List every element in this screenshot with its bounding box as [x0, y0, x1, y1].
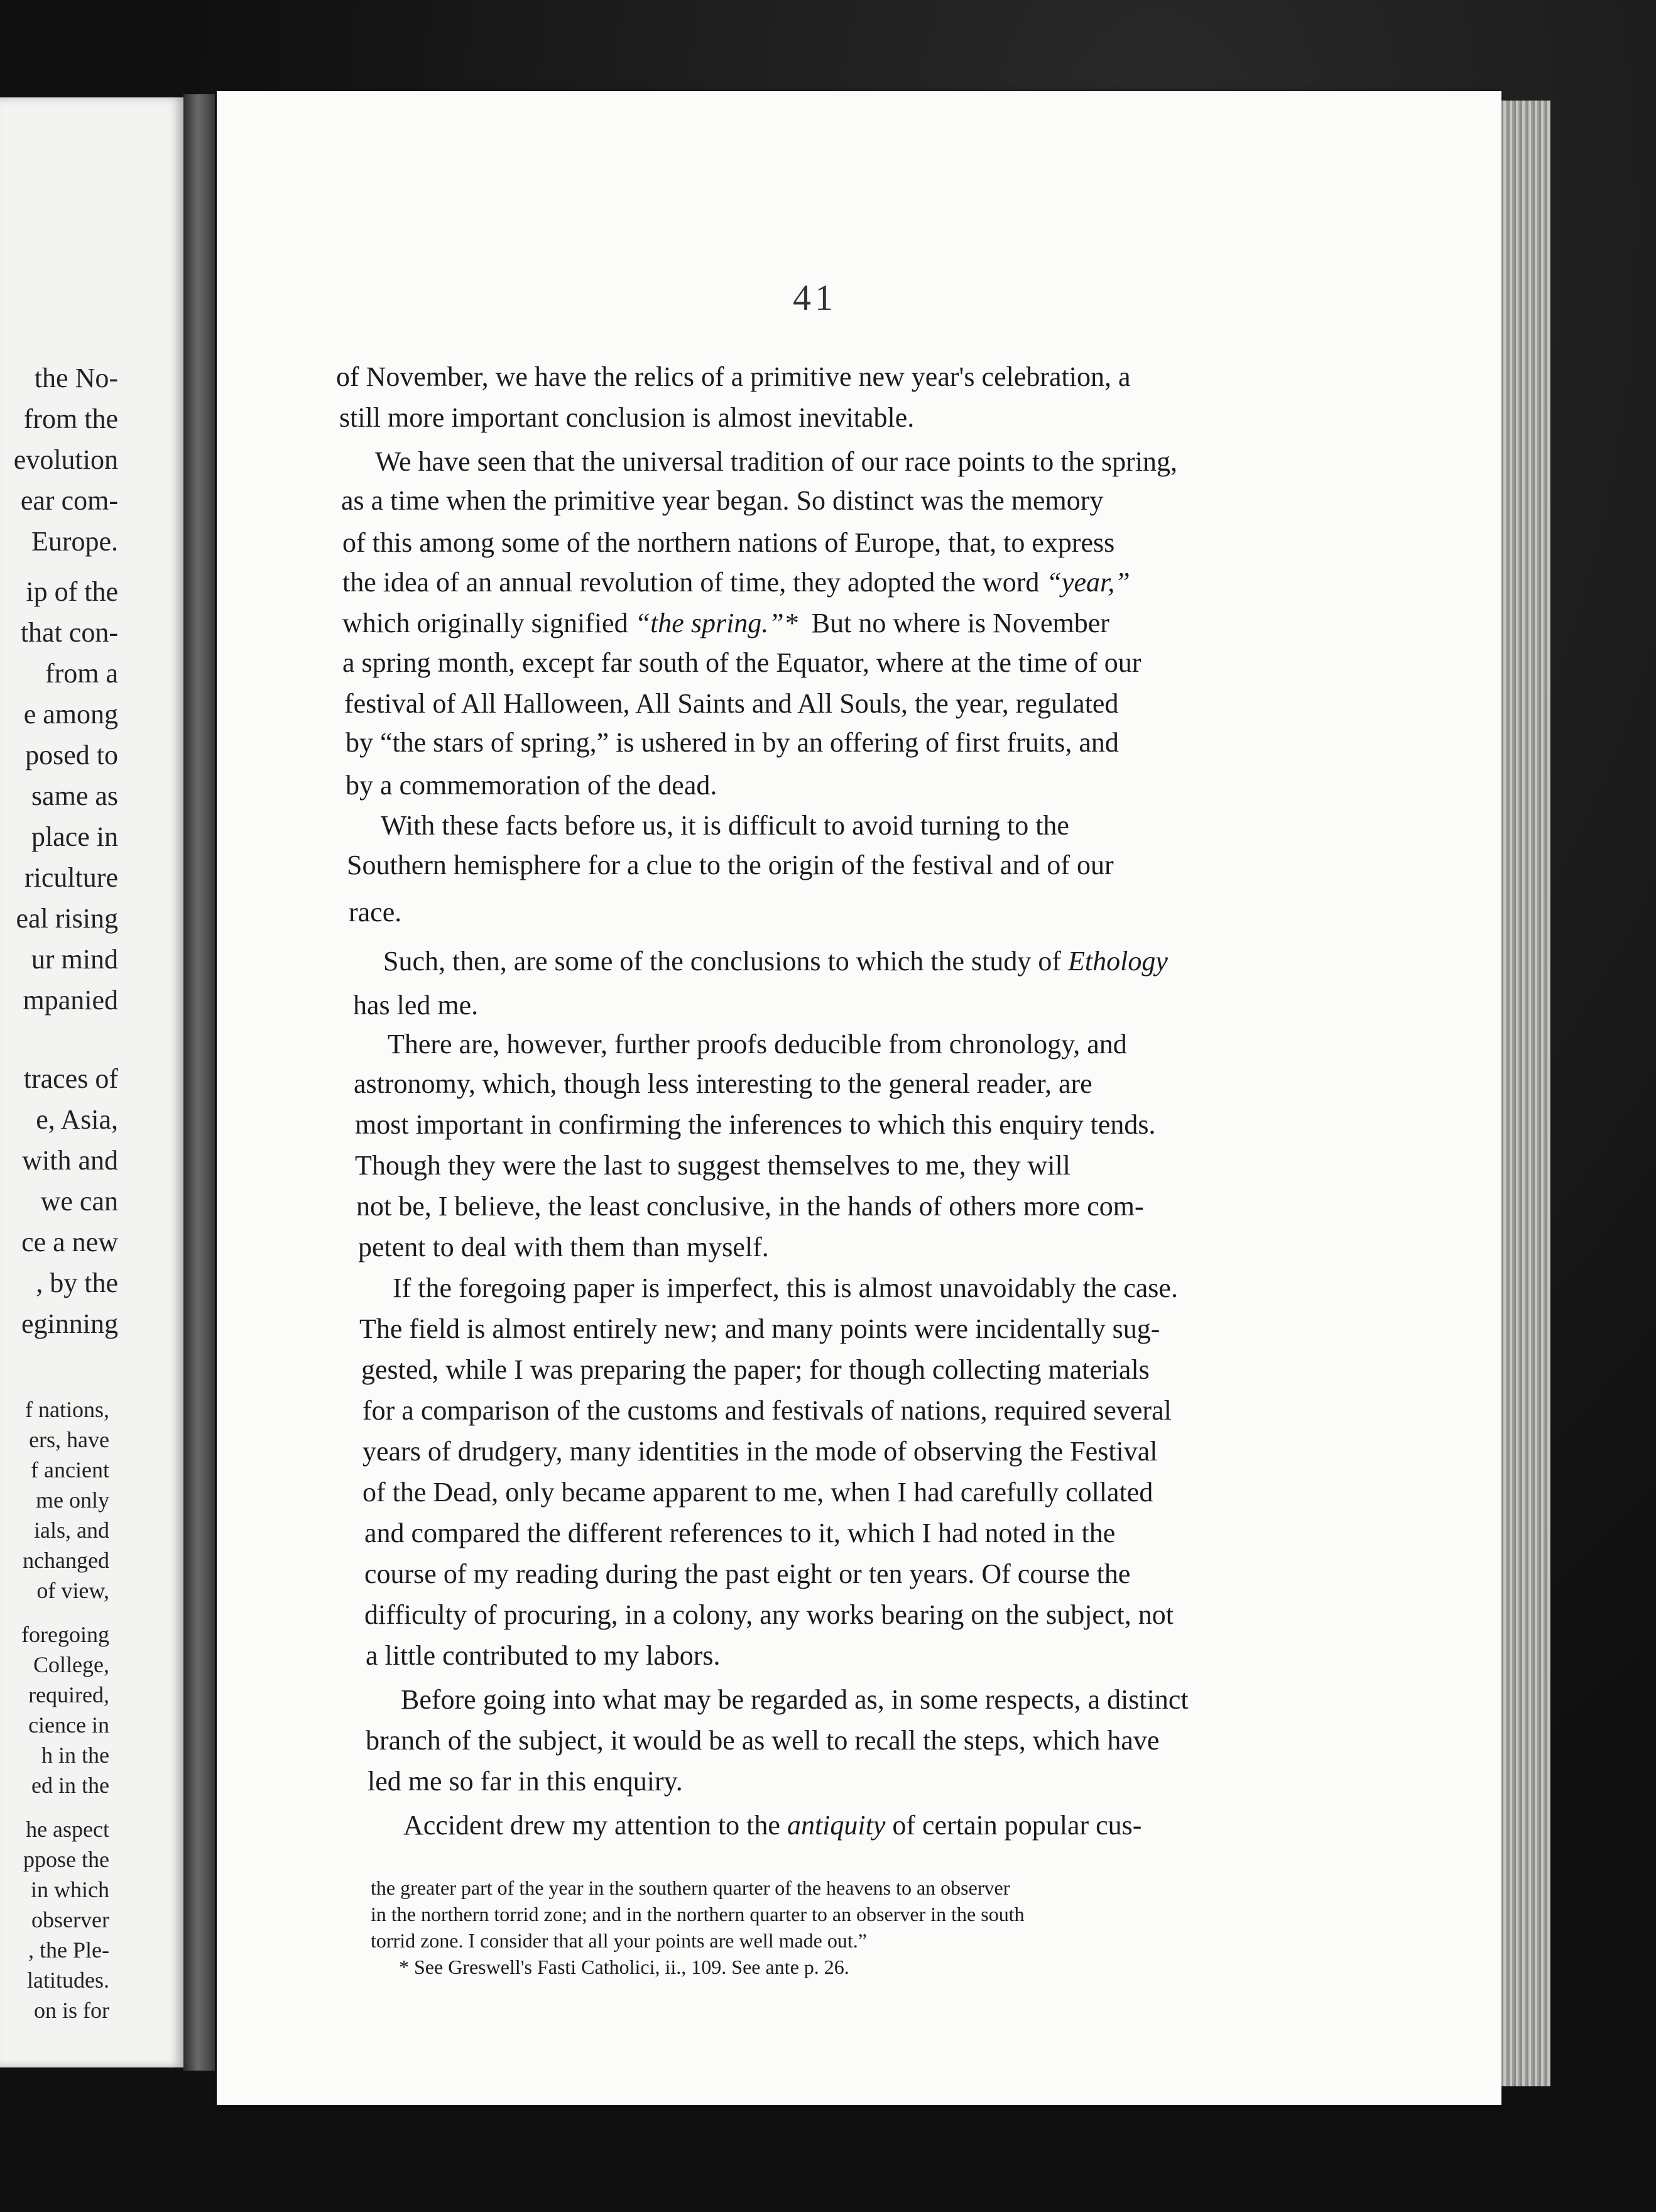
- left-page-line: place in: [31, 821, 118, 852]
- left-page-line: we can: [40, 1186, 118, 1217]
- footnote-line: torrid zone. I consider that all your points are well made out.”: [371, 1929, 867, 1952]
- text-line: a little contributed to my labors.: [366, 1640, 721, 1671]
- left-page-footnote-line: on is for: [34, 1998, 109, 2023]
- text-line: not be, I believe, the least conclusive, in the hands of others more com-: [356, 1191, 1144, 1222]
- text-span: the idea of an annual revolution of time, they adopted the word: [342, 567, 1040, 598]
- text-line: of the Dead, only became apparent to me, when I had carefully collated: [362, 1477, 1153, 1508]
- left-page-line: , by the: [36, 1268, 118, 1298]
- text-line: has led me.: [353, 990, 479, 1021]
- italic-phrase: “the spring.”*: [635, 608, 798, 638]
- left-page-footnote-line: latitudes.: [27, 1968, 109, 1993]
- text-line: [383, 948, 1168, 975]
- left-page-line: the No-: [34, 363, 118, 393]
- left-page-line: same as: [31, 780, 118, 811]
- text-line: by “the stars of spring,” is ushered in by an offering of first fruits, and: [346, 727, 1119, 758]
- left-page-footnote-line: ials, and: [34, 1518, 109, 1543]
- text-span: Such, then, are some of the conclusions to which the study of: [383, 946, 1062, 977]
- left-page-footnote-line: , the Ple-: [28, 1937, 109, 1963]
- left-page-footnote-line: ers, have: [29, 1427, 109, 1452]
- text-line: led me so far in this enquiry.: [368, 1766, 683, 1797]
- text-line: race.: [349, 897, 402, 928]
- left-page-line: mpanied: [23, 985, 118, 1016]
- left-page-footnote-line: f nations,: [25, 1397, 109, 1422]
- left-page-line: with and: [22, 1145, 118, 1176]
- text-line: Southern hemisphere for a clue to the origin of the festival and of our: [347, 850, 1114, 880]
- text-line: course of my reading during the past eight or ten years. Of course the: [364, 1558, 1131, 1589]
- text-line: festival of All Halloween, All Saints and All Souls, the year, regulated: [344, 688, 1119, 719]
- text-line: We have seen that the universal tradition of our race points to the spring,: [375, 446, 1177, 477]
- text-line: [403, 1812, 1141, 1839]
- left-page-footnote-line: f ancient: [31, 1457, 109, 1482]
- italic-word: Ethology: [1068, 946, 1168, 977]
- left-page-line: eginning: [21, 1308, 118, 1339]
- left-page-line: that con-: [20, 617, 118, 648]
- text-line: for a comparison of the customs and festivals of nations, required several: [362, 1395, 1172, 1426]
- text-line: The field is almost entirely new; and many points were incidentally sug-: [359, 1313, 1160, 1344]
- text-line: as a time when the primitive year began. So distinct was the memory: [341, 485, 1104, 516]
- text-line: Before going into what may be regarded as, in some respects, a distinct: [401, 1684, 1189, 1715]
- left-page-footnote-line: observer: [31, 1907, 109, 1932]
- left-page-footnote-line: required,: [28, 1682, 109, 1707]
- left-page-footnote-line: in which: [31, 1877, 109, 1902]
- book-gutter: [183, 94, 215, 2071]
- left-page-footnote-line: cience in: [28, 1712, 109, 1738]
- text-span: which originally signified: [342, 608, 628, 638]
- italic-word: “year,”: [1046, 567, 1130, 598]
- left-page-line: traces of: [23, 1063, 118, 1094]
- italic-word: antiquity: [787, 1810, 886, 1841]
- text-line: years of drudgery, many identities in the mode of observing the Festival: [362, 1436, 1158, 1467]
- left-page-footnote-line: ed in the: [31, 1773, 109, 1798]
- left-page-line: ip of the: [26, 576, 118, 607]
- footnote-line: * See Greswell's Fasti Catholici, ii., 109. See ante p. 26.: [399, 1956, 849, 1978]
- left-page-line: Europe.: [31, 526, 118, 557]
- text-line: [342, 610, 1109, 637]
- text-line: Though they were the last to suggest themselves to me, they will: [355, 1150, 1070, 1181]
- text-span: Accident drew my attention to the: [403, 1810, 780, 1841]
- page-edges: [1501, 101, 1550, 2086]
- text-span: of certain popular cus-: [892, 1810, 1142, 1841]
- text-line: difficulty of procuring, in a colony, any works bearing on the subject, not: [364, 1599, 1174, 1630]
- text-line: astronomy, which, though less interesting to the general reader, are: [354, 1068, 1092, 1099]
- left-page-line: riculture: [24, 862, 118, 893]
- left-page-footnote-line: foregoing: [21, 1622, 109, 1647]
- left-page-line: ear com-: [20, 485, 118, 516]
- facing-page-left: [0, 97, 183, 2067]
- left-page-line: e, Asia,: [36, 1104, 118, 1135]
- page-number: 41: [793, 277, 837, 318]
- text-line: and compared the different references to it, which I had noted in the: [364, 1518, 1116, 1548]
- left-page-footnote-line: me only: [36, 1487, 109, 1513]
- left-page-footnote-line: h in the: [41, 1743, 109, 1768]
- text-line: petent to deal with them than myself.: [358, 1232, 769, 1262]
- text-line: If the foregoing paper is imperfect, this is almost unavoidably the case.: [393, 1273, 1178, 1303]
- text-line: by a commemoration of the dead.: [346, 770, 717, 801]
- text-line: most important in confirming the inferences to which this enquiry tends.: [355, 1109, 1156, 1140]
- text-line: [342, 569, 1130, 596]
- text-line: of November, we have the relics of a primitive new year's celebration, a: [336, 361, 1131, 392]
- text-line: still more important conclusion is almost inevitable.: [339, 402, 915, 433]
- text-line: There are, however, further proofs deducible from chronology, and: [388, 1029, 1127, 1059]
- left-page-line: eal rising: [16, 903, 118, 934]
- text-span: But no where is November: [811, 608, 1109, 638]
- text-line: gested, while I was preparing the paper; for though collecting materials: [361, 1354, 1150, 1385]
- text-line: of this among some of the northern nations of Europe, that, to express: [342, 527, 1115, 558]
- left-page-line: evolution: [13, 444, 118, 475]
- text-line: a spring month, except far south of the Equator, where at the time of our: [342, 647, 1141, 678]
- text-line: branch of the subject, it would be as well to recall the steps, which have: [366, 1725, 1160, 1756]
- footnote-line: the greater part of the year in the southern quarter of the heavens to an observer: [371, 1876, 1010, 1899]
- footnote-line: in the northern torrid zone; and in the northern quarter to an observer in the south: [371, 1903, 1025, 1925]
- left-page-line: ur mind: [31, 944, 118, 975]
- left-page-line: e among: [23, 699, 118, 730]
- left-page-line: from a: [45, 658, 118, 689]
- left-page-line: from the: [23, 403, 118, 434]
- left-page-line: posed to: [25, 740, 118, 770]
- left-page-footnote-line: he aspect: [26, 1817, 109, 1842]
- left-page-footnote-line: ppose the: [23, 1847, 109, 1872]
- text-line: With these facts before us, it is difficult to avoid turning to the: [381, 810, 1069, 841]
- left-page-footnote-line: College,: [33, 1652, 109, 1677]
- left-page-footnote-line: nchanged: [23, 1548, 109, 1573]
- left-page-line: ce a new: [21, 1227, 118, 1257]
- left-page-footnote-line: of view,: [36, 1578, 109, 1603]
